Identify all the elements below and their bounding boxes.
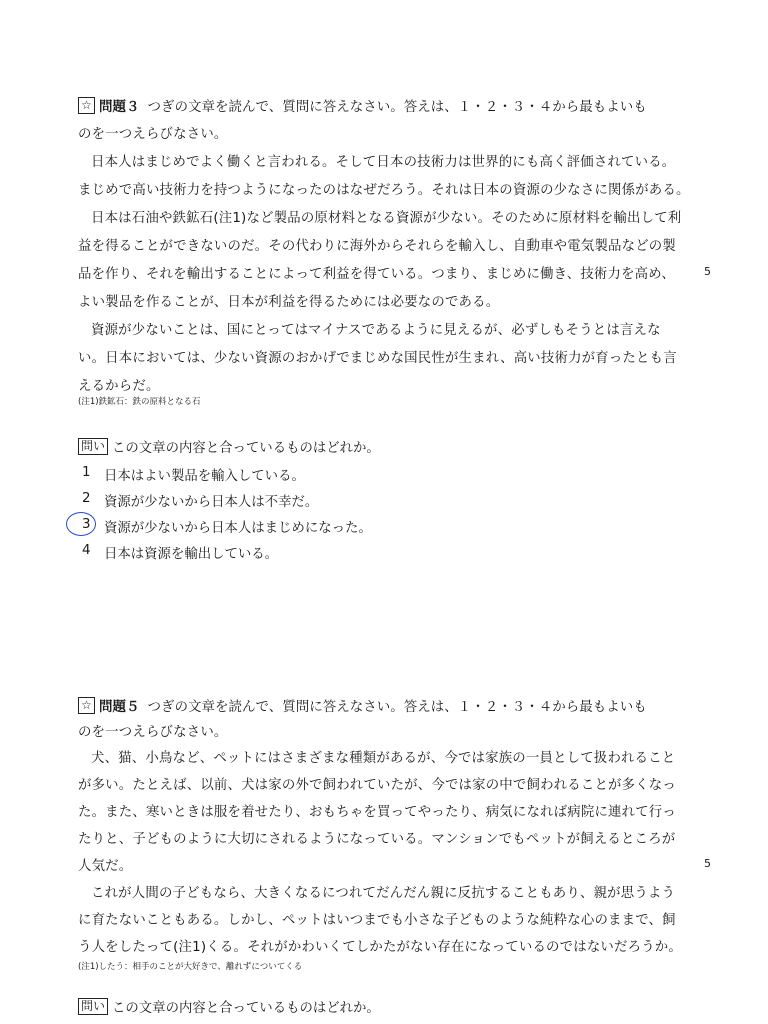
passage-line: 犬、猫、小鳥など、ペットにはさまざまな種類があるが、今では家族の一員として扱われること xyxy=(91,751,676,766)
passage-line: た。また、寒いときは服を着せたり、おもちゃを買ってやったり、病気になれば病院に連れて行っ xyxy=(78,805,676,820)
star-icon: ☆ xyxy=(78,697,95,714)
passage-line: 品を作り、それを輸出することによって利益を得ている。つまり、まじめに働き、技術力を高め、 xyxy=(78,267,675,282)
passage-line: 人気だ。 xyxy=(78,859,133,874)
passage-line: よい製品を作ることが、日本が利益を得るためには必要なのである。 xyxy=(78,295,500,310)
answer-circle-mark xyxy=(66,512,96,536)
answer-option[interactable] xyxy=(78,491,318,510)
passage-line: に育たないこともある。しかし、ペットはいつまでも小さな子どものような純粋な心のままで、飼 xyxy=(78,913,676,928)
passage-line: が多い。たとえば、以前、犬は家の外で飼われていたが、今では家の中で飼われることが多くなっ xyxy=(78,778,676,793)
option-text: 資源が少ないから日本人は不幸だ。 xyxy=(104,495,319,510)
passage-line: たりと、子どものように大切にされるようになっている。マンションでもペットが飼えるところが xyxy=(78,832,676,847)
option-number: 4 xyxy=(82,543,91,558)
passage-line: 日本人はまじめでよく働くと言われる。そして日本の技術力は世界的にも高く評価されている。 xyxy=(91,155,676,170)
option-number: 2 xyxy=(82,491,91,506)
problem-prompt: つぎの文章を読んで、質問に答えなさい。答えは、１・２・３・４から最もよいも xyxy=(147,99,647,115)
option-text: 日本はよい製品を輸入している。 xyxy=(104,469,305,484)
answer-option-selected[interactable] xyxy=(78,517,372,536)
question-text: この文章の内容と合っているものはどれか。 xyxy=(112,441,380,456)
problem-5-heading xyxy=(78,695,647,715)
problem-prompt-continued: のを一つえらびなさい。 xyxy=(78,725,228,740)
option-text: 日本は資源を輸出している。 xyxy=(104,547,279,562)
passage-line: これが人間の子どもなら、大きくなるにつれてだんだん親に反抗することもあり、親が思うよう xyxy=(91,886,676,901)
problem-3 xyxy=(78,95,711,575)
star-icon: ☆ xyxy=(78,97,95,114)
question-line xyxy=(78,997,380,1016)
question-label: 問い xyxy=(78,438,108,455)
problem-number: 問題３ xyxy=(99,99,140,115)
footnote: (注1)したう：相手のことが大好きで、離れずについてくる xyxy=(78,962,303,972)
passage-line: う人をしたって(注1)くる。それがかわいくてしかたがない存在になっているのではないだろうか。 xyxy=(78,940,682,955)
line-number: 5 xyxy=(704,857,711,870)
footnote: (注1)鉄鉱石：鉄の原料となる石 xyxy=(78,397,201,407)
line-number: 5 xyxy=(704,265,711,278)
option-text: 資源が少ないから日本人はまじめになった。 xyxy=(104,521,372,536)
problem-prompt: つぎの文章を読んで、質問に答えなさい。答えは、１・２・３・４から最もよいも xyxy=(147,699,647,715)
passage-line: 日本は石油や鉄鉱石(注1)など製品の原材料となる資源が少ない。そのために原材料を輸出して利 xyxy=(91,211,682,226)
question-label: 問い xyxy=(78,998,108,1015)
answer-option[interactable] xyxy=(78,543,278,562)
answer-option[interactable] xyxy=(78,465,305,484)
problem-prompt-continued: のを一つえらびなさい。 xyxy=(78,127,228,142)
problem-number: 問題５ xyxy=(99,699,140,715)
question-line xyxy=(78,437,380,456)
problem-3-heading xyxy=(78,95,647,115)
option-number: 1 xyxy=(82,465,91,480)
passage-line: 資源が少ないことは、国にとってはマイナスであるように見えるが、必ずしもそうとは言えな xyxy=(91,323,661,338)
question-text: この文章の内容と合っているものはどれか。 xyxy=(112,1001,380,1016)
passage-line: えるからだ。 xyxy=(78,379,160,394)
option-number: 3 xyxy=(82,517,91,532)
passage-line: い。日本においては、少ない資源のおかげでまじめな国民性が生まれ、高い技術力が育ったとも言 xyxy=(78,351,677,366)
passage-line: まじめで高い技術力を持つようになったのはなぜだろう。それは日本の資源の少なさに関係がある。 xyxy=(78,183,690,198)
passage-line: 益を得ることができないのだ。その代わりに海外からそれらを輸入し、自動車や電気製品などの製 xyxy=(78,239,676,254)
problem-5 xyxy=(78,695,711,1020)
